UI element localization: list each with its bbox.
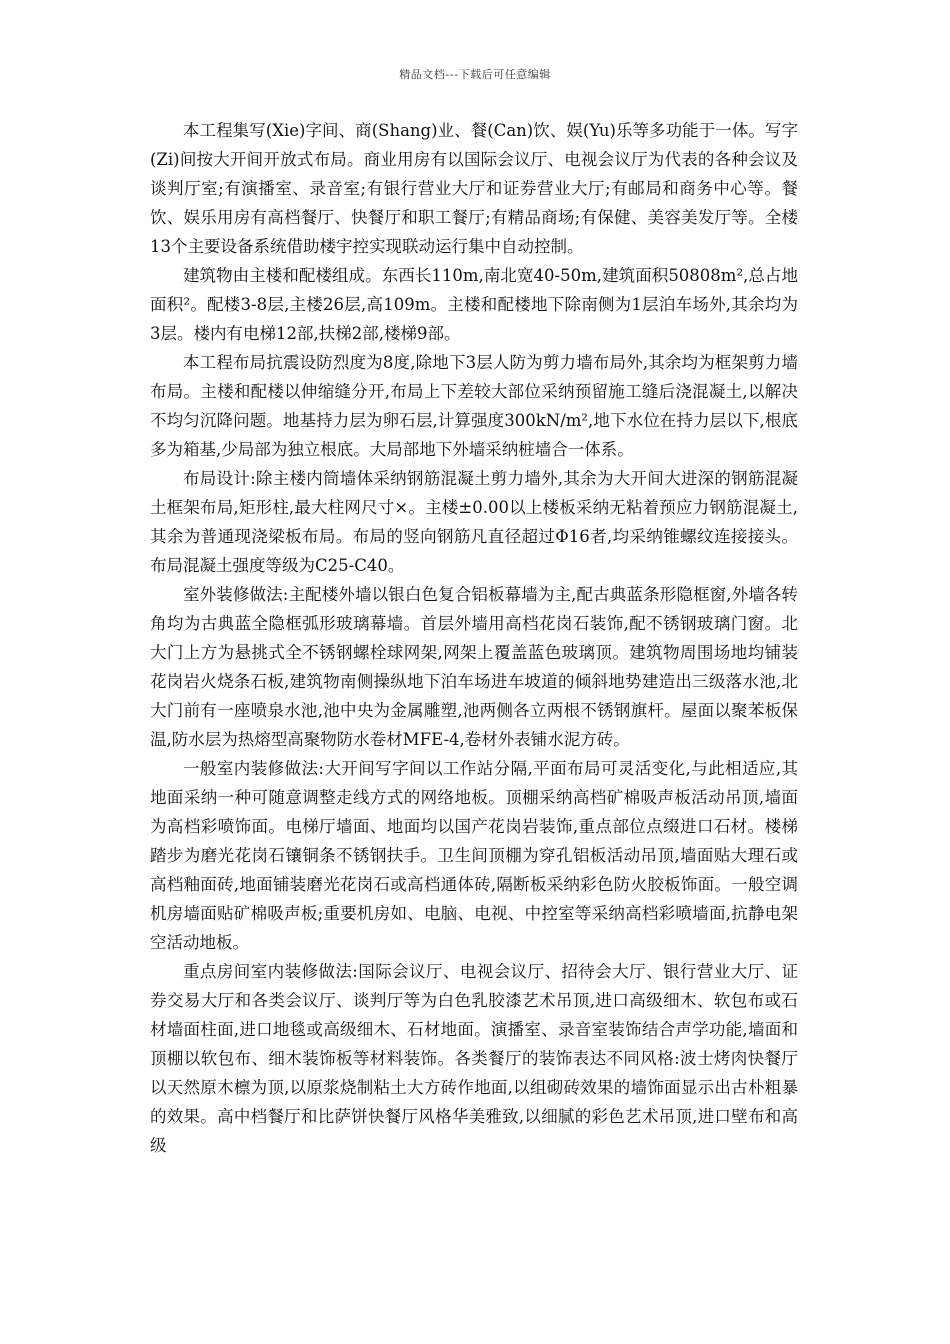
paragraph-key-rooms-interior: 重点房间室内装修做法:国际会议厅、电视会议厅、招待会大厅、银行营业大厅、证券交易大厅和各类会议厅、谈判厅等为白色乳胶漆艺术吊顶,进口高级细木、软包布或石材墙面柱面,进口地毯或高级细木、石材地面。演播室、录音室装饰结合声学功能,墙面和顶棚以软包布、细木装饰板等材料装饰。各类餐厅的装饰表达不同风格:波士烤肉快餐厅以天然原木檩为顶,以原浆烧制粘土大方砖作地面,以组砌砖效果的墙饰面显示出古朴粗暴的效果。高中档餐厅和比萨饼快餐厅风格华美雅致,以细腻的彩色艺术吊顶,进口壁布和高级 [150, 962, 798, 1155]
paragraph-overview: 本工程集写(Xie)字间、商(Shang)业、餐(Can)饮、娱(Yu)乐等多功能于一体。写字(Zi)间按大开间开放式布局。商业用房有以国际会议厅、电视会议厅为代表的各种会议及谈判厅室;有演播室、录音室;有银行营业大厅和证券营业大厅;有邮局和商务中心等。餐饮、娱乐用房有高档餐厅、快餐厅和职工餐厅;有精品商场;有保健、美容美发厅等。全楼13个主要设备系统借助楼宇控实现联动运行集中自动控制。 [150, 121, 798, 256]
paragraph-exterior-finish: 室外装修做法:主配楼外墙以银白色复合铝板幕墙为主,配古典蓝条形隐框窗,外墙各转角均为古典蓝全隐框弧形玻璃幕墙。首层外墙用高档花岗石装饰,配不锈钢玻璃门窗。北大门上方为悬挑式全不锈钢螺栓球网架,网架上覆盖蓝色玻璃顶。建筑物周围场地均铺装花岗岩火烧条石板,建筑物南侧操纵地下泊车场进车坡道的倾斜地势建造出三级落水池,北大门前有一座喷泉水池,池中央为金属雕塑,池两侧各立两根不锈钢旗杆。屋面以聚苯板保温,防水层为热熔型高聚物防水卷材MFE-4,卷材外表铺水泥方砖。 [150, 585, 798, 749]
document-body [150, 116, 798, 1160]
paragraph-general-interior: 一般室内装修做法:大开间写字间以工作站分隔,平面布局可灵活变化,与此相适应,其地面采纳一种可随意调整走线方式的网络地板。顶棚采纳高档矿棉吸声板活动吊顶,墙面为高档彩喷饰面。电梯厅墙面、地面均以国产花岗岩装饰,重点部位点缀进口石材。楼梯踏步为磨光花岗石镶铜条不锈钢扶手。卫生间顶棚为穿孔铝板活动吊顶,墙面贴大理石或高档釉面砖,地面铺装磨光花岗石或高档通体砖,隔断板采纳彩色防火胶板饰面。一般空调机房墙面贴矿棉吸声板;重要机房如、电脑、电视、中控室等采纳高档彩喷墙面,抗静电架空活动地板。 [150, 759, 798, 952]
paragraph-building-dimensions: 建筑物由主楼和配楼组成。东西长110m,南北宽40-50m,建筑面积50808m²,总占地面积²。配楼3-8层,主楼26层,高109m。主楼和配楼地下除南侧为1层泊车场外,其余均为3层。楼内有电梯12部,扶梯2部,楼梯9部。 [150, 266, 798, 343]
page-header: 精品文档---下载后可任意编辑 [399, 68, 551, 81]
paragraph-seismic-structure: 本工程布局抗震设防烈度为8度,除地下3层人防为剪力墙布局外,其余均为框架剪力墙布局。主楼和配楼以伸缩缝分开,布局上下差较大部位采纳预留施工缝后浇混凝土,以解决不均匀沉降问题。地基持力层为卵石层,计算强度300kN/m²,地下水位在持力层以下,根底多为箱基,少局部为独立根底。大局部地下外墙采纳桩墙合一体系。 [150, 353, 798, 459]
paragraph-structural-design: 布局设计:除主楼内筒墙体采纳钢筋混凝土剪力墙外,其余为大开间大进深的钢筋混凝土框架布局,矩形柱,最大柱网尺寸×。主楼±0.00以上楼板采纳无粘着预应力钢筋混凝土,其余为普通现浇梁板布局。布局的竖向钢筋凡直径超过Φ16者,均采纳锥螺纹连接接头。布局混凝土强度等级为C25-C40。 [150, 469, 798, 575]
